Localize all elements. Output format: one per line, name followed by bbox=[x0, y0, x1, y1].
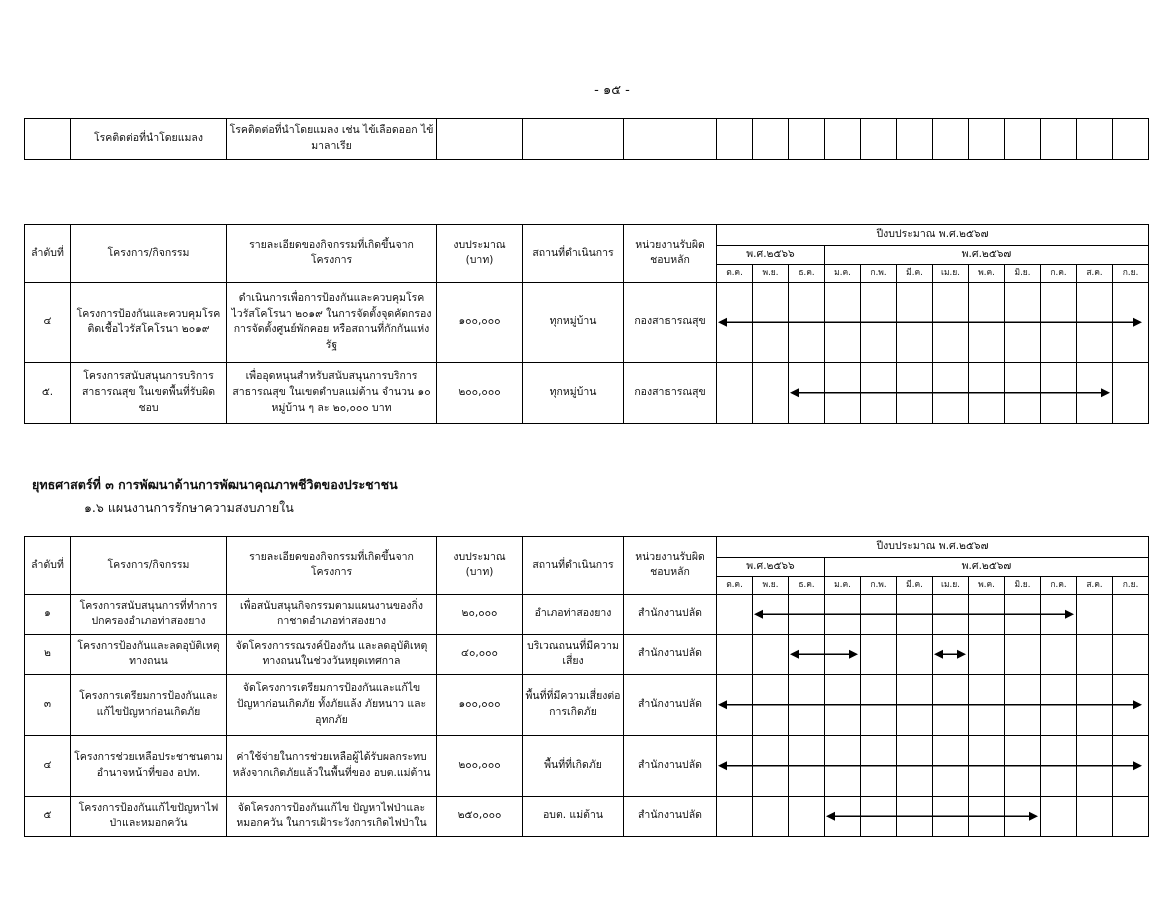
agency-cell: สำนักงานปลัด bbox=[624, 796, 717, 836]
project-detail: จัดโครงการเตรียมการป้องกันและแก้ไขปัญหาก่อนเกิดภัย ทั้งภัยแล้ง ภัยหนาว และอุทกภัย bbox=[227, 674, 437, 735]
header-year2: พ.ศ.๒๕๖๗ bbox=[825, 558, 1149, 577]
budget-cell bbox=[437, 119, 523, 160]
header-year1: พ.ศ.๒๕๖๖ bbox=[717, 246, 825, 265]
month-aug: ส.ค. bbox=[1077, 264, 1113, 282]
month-jun: มิ.ย. bbox=[1005, 264, 1041, 282]
budget-cell: ๑๐๐,๐๐๐ bbox=[437, 674, 523, 735]
project-name: โครงการป้องกันและควบคุมโรคติดเชื้อไวรัสโคโรนา ๒๐๑๙ bbox=[71, 282, 227, 362]
place-cell: ทุกหมู่บ้าน bbox=[523, 282, 624, 362]
agency-cell: สำนักงานปลัด bbox=[624, 674, 717, 735]
place-cell bbox=[523, 119, 624, 160]
month-may: พ.ค. bbox=[969, 576, 1005, 594]
project-name: โครงการสนับสนุนการบริการสาธารณสุข ในเขตพื้นที่รับผิดชอบ bbox=[71, 362, 227, 423]
project-table-security bbox=[24, 536, 1149, 837]
table-row bbox=[25, 282, 1149, 362]
agency-cell: กองสาธารณสุข bbox=[624, 362, 717, 423]
budget-cell: ๔๐,๐๐๐ bbox=[437, 634, 523, 674]
month-nov: พ.ย. bbox=[753, 264, 789, 282]
header-agency: หน่วยงานรับผิดชอบหลัก bbox=[624, 225, 717, 283]
header-project: โครงการ/กิจกรรม bbox=[71, 537, 227, 595]
month-dec: ธ.ค. bbox=[789, 576, 825, 594]
header-detail: รายละเอียดของกิจกรรมที่เกิดขึ้นจากโครงการ bbox=[227, 537, 437, 595]
budget-cell: ๒๐๐,๐๐๐ bbox=[437, 362, 523, 423]
month-mar: มี.ค. bbox=[897, 264, 933, 282]
agency-cell: สำนักงานปลัด bbox=[624, 634, 717, 674]
project-detail: จัดโครงการป้องกันแก้ไข ปัญหาไฟป่าและหมอกควัน ในการเฝ้าระวังการเกิดไฟป่าใน bbox=[227, 796, 437, 836]
agency-cell: สำนักงานปลัด bbox=[624, 735, 717, 796]
header-detail: รายละเอียดของกิจกรรมที่เกิดขึ้นจากโครงการ bbox=[227, 225, 437, 283]
row-number: ๕. bbox=[25, 362, 71, 423]
header-no: ลำดับที่ bbox=[25, 225, 71, 283]
table-row bbox=[25, 674, 1149, 735]
month-feb: ก.พ. bbox=[861, 264, 897, 282]
header-fiscal-year: ปีงบประมาณ พ.ศ.๒๕๖๗ bbox=[717, 225, 1149, 246]
project-detail: ดำเนินการเพื่อการป้องกันและควบคุมโรคไวรัสโคโรนา ๒๐๑๙ ในการจัดตั้งจุดคัดกรอง การจัดตั้งศูนย์พักคอย หรือสถานที่กักกันแห่งรัฐ bbox=[227, 282, 437, 362]
place-cell: บริเวณถนนที่มีความเสี่ยง bbox=[523, 634, 624, 674]
row-number bbox=[25, 119, 71, 160]
header-place: สถานที่ดำเนินการ bbox=[523, 225, 624, 283]
month-apr: เม.ย. bbox=[933, 576, 969, 594]
header-fiscal-year: ปีงบประมาณ พ.ศ.๒๕๖๗ bbox=[717, 537, 1149, 558]
header-agency: หน่วยงานรับผิดชอบหลัก bbox=[624, 537, 717, 595]
place-cell: พื้นที่ที่มีความเสี่ยงต่อการเกิดภัย bbox=[523, 674, 624, 735]
header-budget: งบประมาณ (บาท) bbox=[437, 225, 523, 283]
header-project: โครงการ/กิจกรรม bbox=[71, 225, 227, 283]
project-name: โครงการป้องกันแก้ไขปัญหาไฟป่าและหมอกควัน bbox=[71, 796, 227, 836]
month-feb: ก.พ. bbox=[861, 576, 897, 594]
header-year1: พ.ศ.๒๕๖๖ bbox=[717, 558, 825, 577]
header-place: สถานที่ดำเนินการ bbox=[523, 537, 624, 595]
table-row bbox=[25, 362, 1149, 423]
month-nov: พ.ย. bbox=[753, 576, 789, 594]
table-row bbox=[25, 796, 1149, 836]
month-may: พ.ค. bbox=[969, 264, 1005, 282]
month-oct: ต.ค. bbox=[717, 576, 753, 594]
project-name: โรคติดต่อที่นำโดยแมลง bbox=[71, 119, 227, 160]
table-row bbox=[25, 634, 1149, 674]
month-mar: มี.ค. bbox=[897, 576, 933, 594]
page-number: - ๑๕ - bbox=[594, 83, 630, 98]
project-detail: เพื่ออุดหนุนสำหรับสนับสนุนการบริการสาธารณสุข ในเขตตำบลแม่ต้าน จำนวน ๑๐ หมู่บ้าน ๆ ละ ๒๐,๐๐๐ บาท bbox=[227, 362, 437, 423]
row-number: ๕ bbox=[25, 796, 71, 836]
row-number: ๑ bbox=[25, 594, 71, 634]
header-budget: งบประมาณ (บาท) bbox=[437, 537, 523, 595]
table-row bbox=[25, 735, 1149, 796]
month-apr: เม.ย. bbox=[933, 264, 969, 282]
header-no: ลำดับที่ bbox=[25, 537, 71, 595]
budget-cell: ๒๐๐,๐๐๐ bbox=[437, 735, 523, 796]
plan-title: ๑.๖ แผนงานการรักษาความสงบภายใน bbox=[84, 500, 294, 515]
place-cell: อำเภอท่าสองยาง bbox=[523, 594, 624, 634]
project-detail: ค่าใช้จ่ายในการช่วยเหลือผู้ได้รับผลกระทบหลังจากเกิดภัยแล้วในพื้นที่ของ อบต.แม่ต้าน bbox=[227, 735, 437, 796]
project-name: โครงการเตรียมการป้องกันและแก้ไขปัญหาก่อนเกิดภัย bbox=[71, 674, 227, 735]
month-sep: ก.ย. bbox=[1113, 576, 1149, 594]
project-table-health bbox=[24, 224, 1149, 424]
budget-cell: ๒๕๐,๐๐๐ bbox=[437, 796, 523, 836]
budget-cell: ๑๐๐,๐๐๐ bbox=[437, 282, 523, 362]
table-row bbox=[25, 594, 1149, 634]
agency-cell bbox=[624, 119, 717, 160]
month-oct: ต.ค. bbox=[717, 264, 753, 282]
row-number: ๒ bbox=[25, 634, 71, 674]
month-jul: ก.ค. bbox=[1041, 576, 1077, 594]
row-number: ๔ bbox=[25, 735, 71, 796]
project-detail: โรคติดต่อที่นำโดยแมลง เช่น ไข้เลือดออก ไข้มาลาเรีย bbox=[227, 119, 437, 160]
place-cell: อบต. แม่ต้าน bbox=[523, 796, 624, 836]
month-jul: ก.ค. bbox=[1041, 264, 1077, 282]
project-name: โครงการสนับสนุนการที่ทำการปกครองอำเภอท่าสองยาง bbox=[71, 594, 227, 634]
project-detail: เพื่อสนับสนุนกิจกรรมตามแผนงานของกิ่งกาชาดอำเภอท่าสองยาง bbox=[227, 594, 437, 634]
agency-cell: กองสาธารณสุข bbox=[624, 282, 717, 362]
project-name: โครงการป้องกันและลดอุบัติเหตุทางถนน bbox=[71, 634, 227, 674]
month-jan: ม.ค. bbox=[825, 576, 861, 594]
budget-cell: ๒๐,๐๐๐ bbox=[437, 594, 523, 634]
month-aug: ส.ค. bbox=[1077, 576, 1113, 594]
agency-cell: สำนักงานปลัด bbox=[624, 594, 717, 634]
month-sep: ก.ย. bbox=[1113, 264, 1149, 282]
strategy-title: ยุทธศาสตร์ที่ ๓ การพัฒนาด้านการพัฒนาคุณภาพชีวิตของประชาชน bbox=[32, 477, 398, 492]
month-jun: มิ.ย. bbox=[1005, 576, 1041, 594]
place-cell: ทุกหมู่บ้าน bbox=[523, 362, 624, 423]
place-cell: พื้นที่ที่เกิดภัย bbox=[523, 735, 624, 796]
project-name: โครงการช่วยเหลือประชาชนตามอำนาจหน้าที่ของ อปท. bbox=[71, 735, 227, 796]
header-year2: พ.ศ.๒๕๖๗ bbox=[825, 246, 1149, 265]
project-detail: จัดโครงการรณรงค์ป้องกัน และลดอุบัติเหตุทางถนนในช่วงวันหยุดเทศกาล bbox=[227, 634, 437, 674]
row-number: ๔ bbox=[25, 282, 71, 362]
table-row bbox=[25, 119, 1149, 160]
carryover-table bbox=[24, 118, 1149, 160]
month-dec: ธ.ค. bbox=[789, 264, 825, 282]
month-jan: ม.ค. bbox=[825, 264, 861, 282]
row-number: ๓ bbox=[25, 674, 71, 735]
